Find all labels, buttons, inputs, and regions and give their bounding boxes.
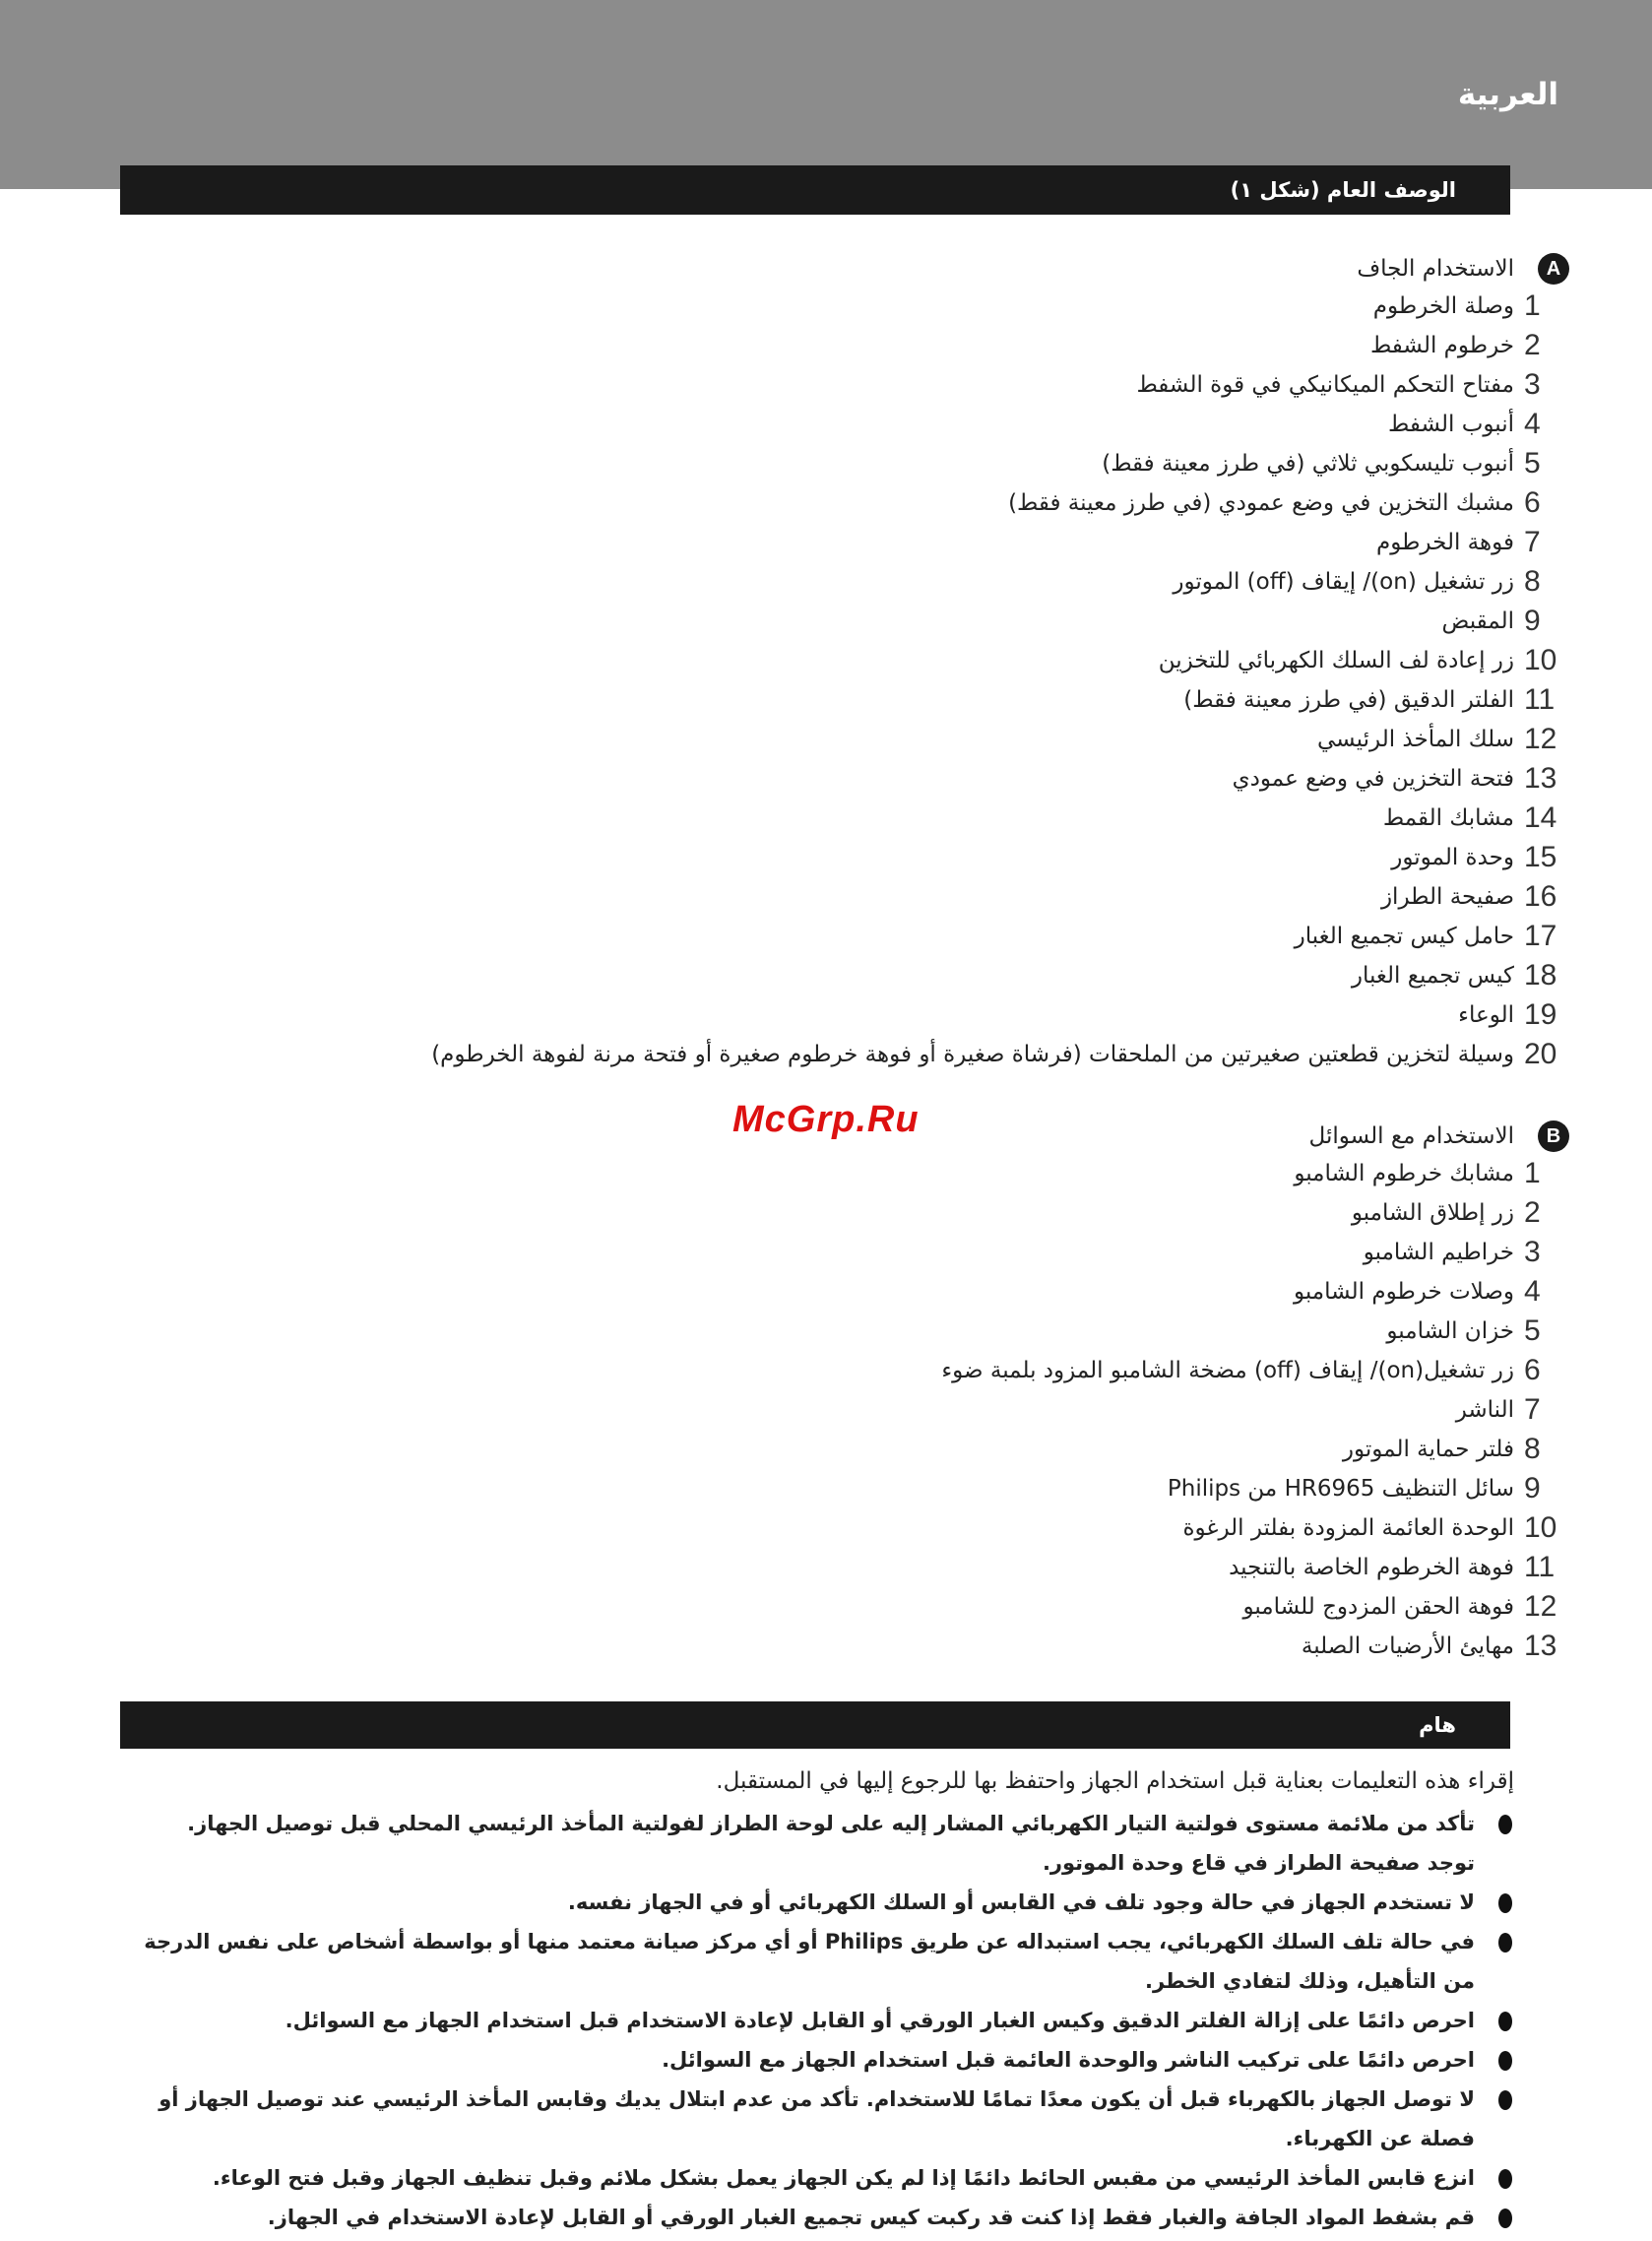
- item-number: 6: [1524, 486, 1541, 519]
- item-text: صفيحة الطراز: [1380, 884, 1514, 910]
- list-item: [1229, 1549, 1556, 1586]
- bullet-item: [136, 2080, 1514, 2158]
- item-text: وسيلة لتخزين قطعتين صغيرتين من الملحقات (فرشاة صغيرة أو فوهة خرطوم صغيرة أو فتحة مرنة لفوهة الخرطوم): [431, 1042, 1514, 1067]
- list-item: [1294, 1155, 1541, 1192]
- bullet-item: [136, 2001, 1514, 2040]
- list-item: [1182, 1509, 1557, 1547]
- bullet-text: احرص دائمًا على إزالة الفلتر الدقيق وكيس الغبار الورقي أو القابل لإعادة الاستخدام قبل استخدام الجهاز مع السوائل.: [285, 2009, 1475, 2032]
- header-band: [0, 0, 1652, 189]
- item-text: سلك المأخذ الرئيسي: [1316, 727, 1514, 752]
- item-number: 10: [1524, 644, 1557, 676]
- bullet-icon: [1498, 2012, 1512, 2031]
- item-number: 1: [1524, 1157, 1541, 1189]
- list-item: [1380, 878, 1557, 916]
- item-text: أنبوب تليسكوبي ثلاثي (في طرز معينة فقط): [1102, 451, 1514, 477]
- bullet-text: لا تستخدم الجهاز في حالة وجود تلف في القابس أو السلك الكهربائي أو في الجهاز نفسه.: [567, 1890, 1475, 1914]
- list-item: [1441, 603, 1541, 640]
- group-b-heading: [1308, 1117, 1561, 1156]
- bullet-icon: [1498, 2169, 1512, 2189]
- list-item: [1342, 1431, 1541, 1468]
- list-item: [1363, 1234, 1541, 1271]
- item-number: 8: [1524, 565, 1541, 598]
- bullet-item: [136, 2158, 1514, 2198]
- item-number: 16: [1524, 880, 1557, 913]
- item-number: 4: [1524, 1275, 1541, 1308]
- list-item: [1136, 366, 1541, 404]
- list-item: [1455, 1391, 1541, 1429]
- group-a-heading: [1357, 249, 1561, 288]
- item-text: فتحة التخزين في وضع عمودي: [1232, 766, 1514, 792]
- item-text: حامل كيس تجميع الغبار: [1294, 924, 1514, 949]
- item-text: الناشر: [1455, 1397, 1514, 1423]
- item-text: خزان الشامبو: [1386, 1318, 1514, 1344]
- bullet-icon: [1498, 2051, 1512, 2071]
- section-title-general-description: الوصف العام (شكل ١): [120, 165, 1510, 215]
- item-number: 2: [1524, 1196, 1541, 1229]
- list-item: [1316, 721, 1557, 758]
- item-number: 12: [1524, 723, 1557, 755]
- item-text: فلتر حماية الموتور: [1342, 1437, 1514, 1462]
- bullet-icon: [1498, 1933, 1512, 1953]
- bullet-text: قم بشفط المواد الجافة والغبار فقط إذا كنت قد ركبت كيس تجميع الغبار الورقي أو القابل لإعادة الاستخدام في الجهاز.: [267, 2206, 1475, 2229]
- item-number: 7: [1524, 526, 1541, 558]
- bullet-item: [136, 2198, 1514, 2237]
- item-number: 11: [1524, 1551, 1556, 1583]
- item-text: سائل التنظيف HR6965 من Philips: [1167, 1476, 1514, 1502]
- group-a-title: الاستخدام الجاف: [1357, 256, 1514, 282]
- item-text: المقبض: [1441, 608, 1514, 634]
- bullet-text: لا توصل الجهاز بالكهرباء قبل أن يكون معدًا تمامًا للاستخدام. تأكد من عدم ابتلال يديك وقابس المأخذ الرئيسي عند توصيل الجهاز أو فصلة عن الكهرباء.: [159, 2087, 1475, 2150]
- item-text: زر إعادة لف السلك الكهربائي للتخزين: [1158, 648, 1514, 673]
- item-number: 9: [1524, 1472, 1541, 1505]
- list-item: [1351, 1194, 1541, 1232]
- item-text: الفلتر الدقيق (في طرز معينة فقط): [1183, 687, 1514, 713]
- bullet-item: [136, 1804, 1514, 1883]
- list-item: [1386, 1313, 1541, 1350]
- bullet-icon: [1498, 1893, 1512, 1913]
- item-text: مفتاح التحكم الميكانيكي في قوة الشفط: [1136, 372, 1514, 398]
- item-number: 12: [1524, 1590, 1557, 1623]
- item-text: وحدة الموتور: [1391, 845, 1514, 870]
- section-title-important: هام: [120, 1701, 1510, 1749]
- item-number: 13: [1524, 762, 1557, 795]
- list-item: [1294, 918, 1557, 955]
- bullet-item: [136, 1883, 1514, 1922]
- item-number: 1: [1524, 289, 1541, 322]
- item-number: 15: [1524, 841, 1557, 873]
- item-number: 5: [1524, 447, 1541, 480]
- bullet-text: تأكد من ملائمة مستوى فولتية التيار الكهربائي المشار إليه على لوحة الطراز لفولتية المأخذ الرئيسي المحلي قبل توصيل الجهاز. توجد صفيحة الطراز في قاع وحدة الموتور.: [187, 1812, 1475, 1875]
- list-item: [1293, 1273, 1541, 1311]
- item-number: 6: [1524, 1354, 1541, 1386]
- bullet-text: انزع قابس المأخذ الرئيسي من مقبس الحائط دائمًا إذا لم يكن الجهاز يعمل بشكل ملائم وقبل تنظيف الجهاز وقبل فتح الوعاء.: [212, 2166, 1475, 2190]
- list-item: [941, 1352, 1541, 1389]
- list-item: [1173, 563, 1541, 601]
- list-item: [1102, 445, 1541, 482]
- list-item: [1232, 760, 1557, 798]
- item-text: فوهة الخرطوم الخاصة بالتنجيد: [1229, 1555, 1514, 1580]
- item-number: 18: [1524, 959, 1557, 992]
- item-text: فوهة الحقن المزدوج للشامبو: [1242, 1594, 1514, 1620]
- item-number: 8: [1524, 1433, 1541, 1465]
- list-item: [1369, 327, 1541, 364]
- item-text: مشابك القمط: [1382, 805, 1514, 831]
- watermark-text: McGrp.Ru: [732, 1099, 920, 1140]
- list-item: [1382, 800, 1557, 837]
- important-intro: إقراء هذه التعليمات بعناية قبل استخدام الجهاز واحتفظ بها للرجوع إليها في المستقبل.: [716, 1768, 1514, 1794]
- item-text: فوهة الخرطوم: [1375, 530, 1514, 555]
- item-text: خراطيم الشامبو: [1363, 1240, 1514, 1265]
- item-text: وصلات خرطوم الشامبو: [1293, 1279, 1514, 1305]
- important-bullet-list: [136, 1804, 1514, 2237]
- bullet-item: [136, 1922, 1514, 2001]
- group-b-title: الاستخدام مع السوائل: [1308, 1123, 1514, 1149]
- item-number: 9: [1524, 605, 1541, 637]
- bullet-icon: [1498, 1815, 1512, 1834]
- item-text: أنبوب الشفط: [1388, 412, 1514, 437]
- item-text: زر إطلاق الشامبو: [1351, 1200, 1514, 1226]
- item-text: خرطوم الشفط: [1369, 333, 1514, 358]
- item-number: 13: [1524, 1630, 1557, 1662]
- list-item: [1008, 484, 1541, 522]
- item-text: زر تشغيل (on)/ إيقاف (off) الموتور: [1173, 569, 1514, 595]
- item-number: 4: [1524, 408, 1541, 440]
- list-item: [1375, 524, 1541, 561]
- item-number: 19: [1524, 998, 1557, 1031]
- list-item: [431, 1036, 1557, 1073]
- item-number: 10: [1524, 1511, 1557, 1544]
- item-text: زر تشغيل(on)/ إيقاف (off) مضخة الشامبو المزود بلمبة ضوء: [941, 1358, 1514, 1383]
- list-item: [1158, 642, 1557, 679]
- list-item: [1183, 681, 1556, 719]
- list-item: [1301, 1628, 1557, 1665]
- list-item: [1167, 1470, 1541, 1507]
- list-item: [1351, 957, 1557, 994]
- item-number: 2: [1524, 329, 1541, 361]
- list-item: [1242, 1588, 1557, 1626]
- item-text: الوعاء: [1458, 1002, 1514, 1028]
- item-text: وصلة الخرطوم: [1372, 293, 1514, 319]
- bullet-icon: [1498, 2209, 1512, 2228]
- language-label: العربية: [1457, 77, 1558, 112]
- bullet-text: في حالة تلف السلك الكهربائي، يجب استبداله عن طريق Philips أو أي مركز صيانة معتمد منها أو بواسطة أشخاص على نفس الدرجة من التأهيل، وذلك لتفادي الخطر.: [144, 1930, 1475, 1993]
- list-item: [1458, 996, 1557, 1034]
- item-number: 17: [1524, 920, 1557, 952]
- list-item: [1372, 288, 1541, 325]
- list-item: [1391, 839, 1557, 876]
- item-number: 11: [1524, 683, 1556, 716]
- bullet-icon: [1498, 2090, 1512, 2110]
- item-number: 14: [1524, 801, 1557, 834]
- group-b-badge: B: [1538, 1120, 1569, 1152]
- item-number: 7: [1524, 1393, 1541, 1426]
- item-number: 20: [1524, 1038, 1557, 1070]
- item-text: مشبك التخزين في وضع عمودي (في طرز معينة فقط): [1008, 490, 1514, 516]
- item-text: مشابك خرطوم الشامبو: [1294, 1161, 1514, 1186]
- group-a-badge: A: [1538, 253, 1569, 285]
- item-number: 3: [1524, 1236, 1541, 1268]
- bullet-item: [136, 2040, 1514, 2080]
- item-text: الوحدة العائمة المزودة بفلتر الرغوة: [1182, 1515, 1514, 1541]
- bullet-text: احرص دائمًا على تركيب الناشر والوحدة العائمة قبل استخدام الجهاز مع السوائل.: [662, 2048, 1475, 2072]
- list-item: [1388, 406, 1541, 443]
- item-text: مهايئ الأرضيات الصلبة: [1301, 1633, 1514, 1659]
- item-number: 3: [1524, 368, 1541, 401]
- item-text: كيس تجميع الغبار: [1351, 963, 1514, 989]
- item-number: 5: [1524, 1314, 1541, 1347]
